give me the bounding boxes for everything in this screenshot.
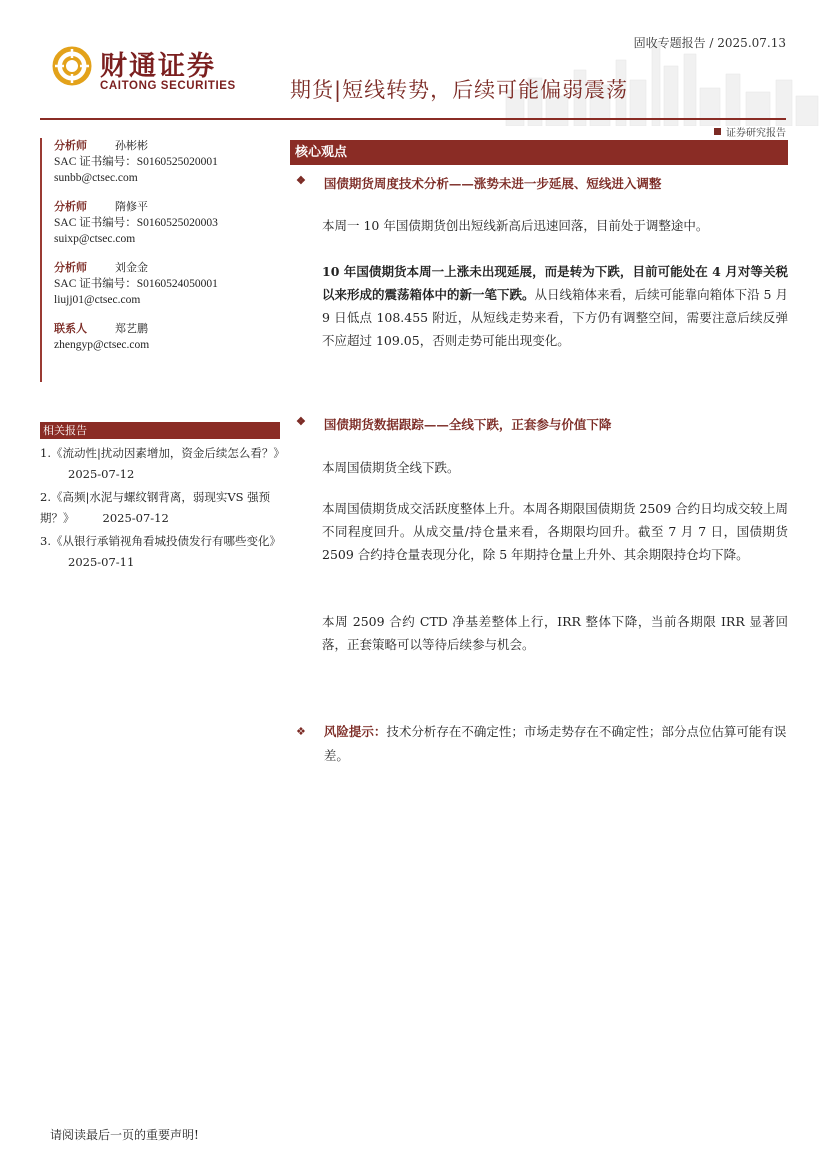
- related-report-item[interactable]: [40, 531, 280, 573]
- analyst-name: 刘金金: [115, 261, 148, 274]
- analyst-email[interactable]: suixp@ctsec.com: [54, 233, 136, 245]
- analyst-entry: [54, 199, 250, 247]
- related-report-title[interactable]: 2.《高频|水泥与螺纹钢背离，弱现实VS 强预期？》: [40, 490, 271, 525]
- diamond-bullet-icon: ❖: [296, 174, 306, 187]
- related-report-date: 2025-07-12: [68, 467, 135, 481]
- paragraph: 本周国债期货成交活跃度整体上升。本周各期限国债期货 2509 合约日均成交较上周不同程度回升。从成交量/持仓量来看，各期限均回升。截至 7 月 7 日，国债期货 2509 合约持仓量表现分化，除 5 年期持仓量上升外、其余期限持仓均下降。: [322, 501, 788, 562]
- contact-role: 联系人: [54, 322, 87, 335]
- paragraph: [322, 260, 788, 352]
- analyst-entry: [54, 260, 250, 308]
- diamond-bullet-icon: ❖: [296, 415, 306, 428]
- analyst-sac: SAC 证书编号：S0160524050001: [54, 278, 218, 290]
- footer-disclaimer: 请阅读最后一页的重要声明!: [50, 1128, 199, 1142]
- contact-name: 郑艺鹏: [115, 322, 148, 335]
- analyst-email[interactable]: liujj01@ctsec.com: [54, 294, 141, 306]
- analyst-name: 孙彬彬: [115, 139, 148, 152]
- square-bullet-icon: [714, 128, 721, 135]
- related-report-title[interactable]: 3.《从银行承销视角看城投债发行有哪些变化》: [40, 534, 281, 548]
- analyst-email[interactable]: sunbb@ctsec.com: [54, 172, 138, 184]
- analyst-list: [40, 138, 250, 382]
- core-view-heading: 核心观点: [290, 140, 788, 165]
- related-report-title[interactable]: 1.《流动性|扰动因素增加，资金后续怎么看？》: [40, 446, 285, 460]
- report-title: 期货|短线转势，后续可能偏弱震荡: [290, 78, 629, 102]
- header-divider: [40, 118, 786, 120]
- analyst-entry: [54, 138, 250, 186]
- section-heading: [296, 174, 796, 192]
- analyst-sac: SAC 证书编号：S0160525020001: [54, 156, 218, 168]
- analyst-role: 分析师: [54, 200, 87, 213]
- analyst-sac: SAC 证书编号：S0160525020003: [54, 217, 218, 229]
- analyst-role: 分析师: [54, 139, 87, 152]
- section-title: 国债期货数据跟踪——全线下跌，正套参与价值下降: [323, 417, 612, 432]
- related-report-item[interactable]: [40, 487, 280, 529]
- paragraph: 本周国债期货全线下跌。: [322, 460, 460, 475]
- diamond-bullet-icon: ❖: [296, 725, 306, 738]
- analyst-role: 分析师: [54, 261, 87, 274]
- related-report-date: 2025-07-11: [68, 555, 135, 569]
- doc-type-label: 证券研究报告: [726, 128, 786, 139]
- paragraph: 本周一 10 年国债期货创出短线新高后迅速回落，目前处于调整途中。: [322, 218, 709, 233]
- contact-email[interactable]: zhengyp@ctsec.com: [54, 339, 150, 351]
- section-title: 国债期货周度技术分析——涨势未进一步延展、短线进入调整: [323, 176, 662, 191]
- logo-english: CAITONG SECURITIES: [100, 80, 236, 92]
- risk-notice: [296, 720, 790, 768]
- doc-type: [714, 124, 786, 139]
- risk-body: [324, 720, 790, 768]
- related-reports-heading: 相关报告: [40, 422, 280, 439]
- related-report-item[interactable]: [40, 443, 285, 485]
- report-meta: 固收专题报告 / 2025.07.13: [633, 36, 786, 50]
- contact-entry: [54, 321, 250, 353]
- paragraph-text: 从日线箱体来看，后续可能靠向箱体下沿 5 月 9 日低点 108.455 附近，从短线走势来看，下方仍有调整空间，需要注意后续反弹不应超过 109.05，否则走势可能出现变化。: [322, 287, 788, 348]
- paragraph-emphasis: 10 年国债期货本周一上涨未出现延展，而是转为下跌，目前可能处在 4 月对等关税以来形成的震荡箱体中的新一笔下跌。: [322, 264, 788, 302]
- risk-label: 风险提示：: [323, 724, 387, 739]
- paragraph: 本周 2509 合约 CTD 净基差整体上行，IRR 整体下降，当前各期限 IRR 显著回落，正套策略可以等待后续参与机会。: [322, 614, 788, 652]
- section-heading: [296, 415, 796, 433]
- related-report-date: 2025-07-12: [102, 511, 169, 525]
- caitong-logo-icon: [52, 46, 92, 86]
- logo-chinese: 财通证券: [100, 51, 216, 82]
- analyst-name: 隋修平: [115, 200, 148, 213]
- risk-text: 技术分析存在不确定性；市场走势存在不确定性；部分点位估算可能有误差。: [323, 724, 787, 763]
- related-reports-list: [40, 443, 285, 575]
